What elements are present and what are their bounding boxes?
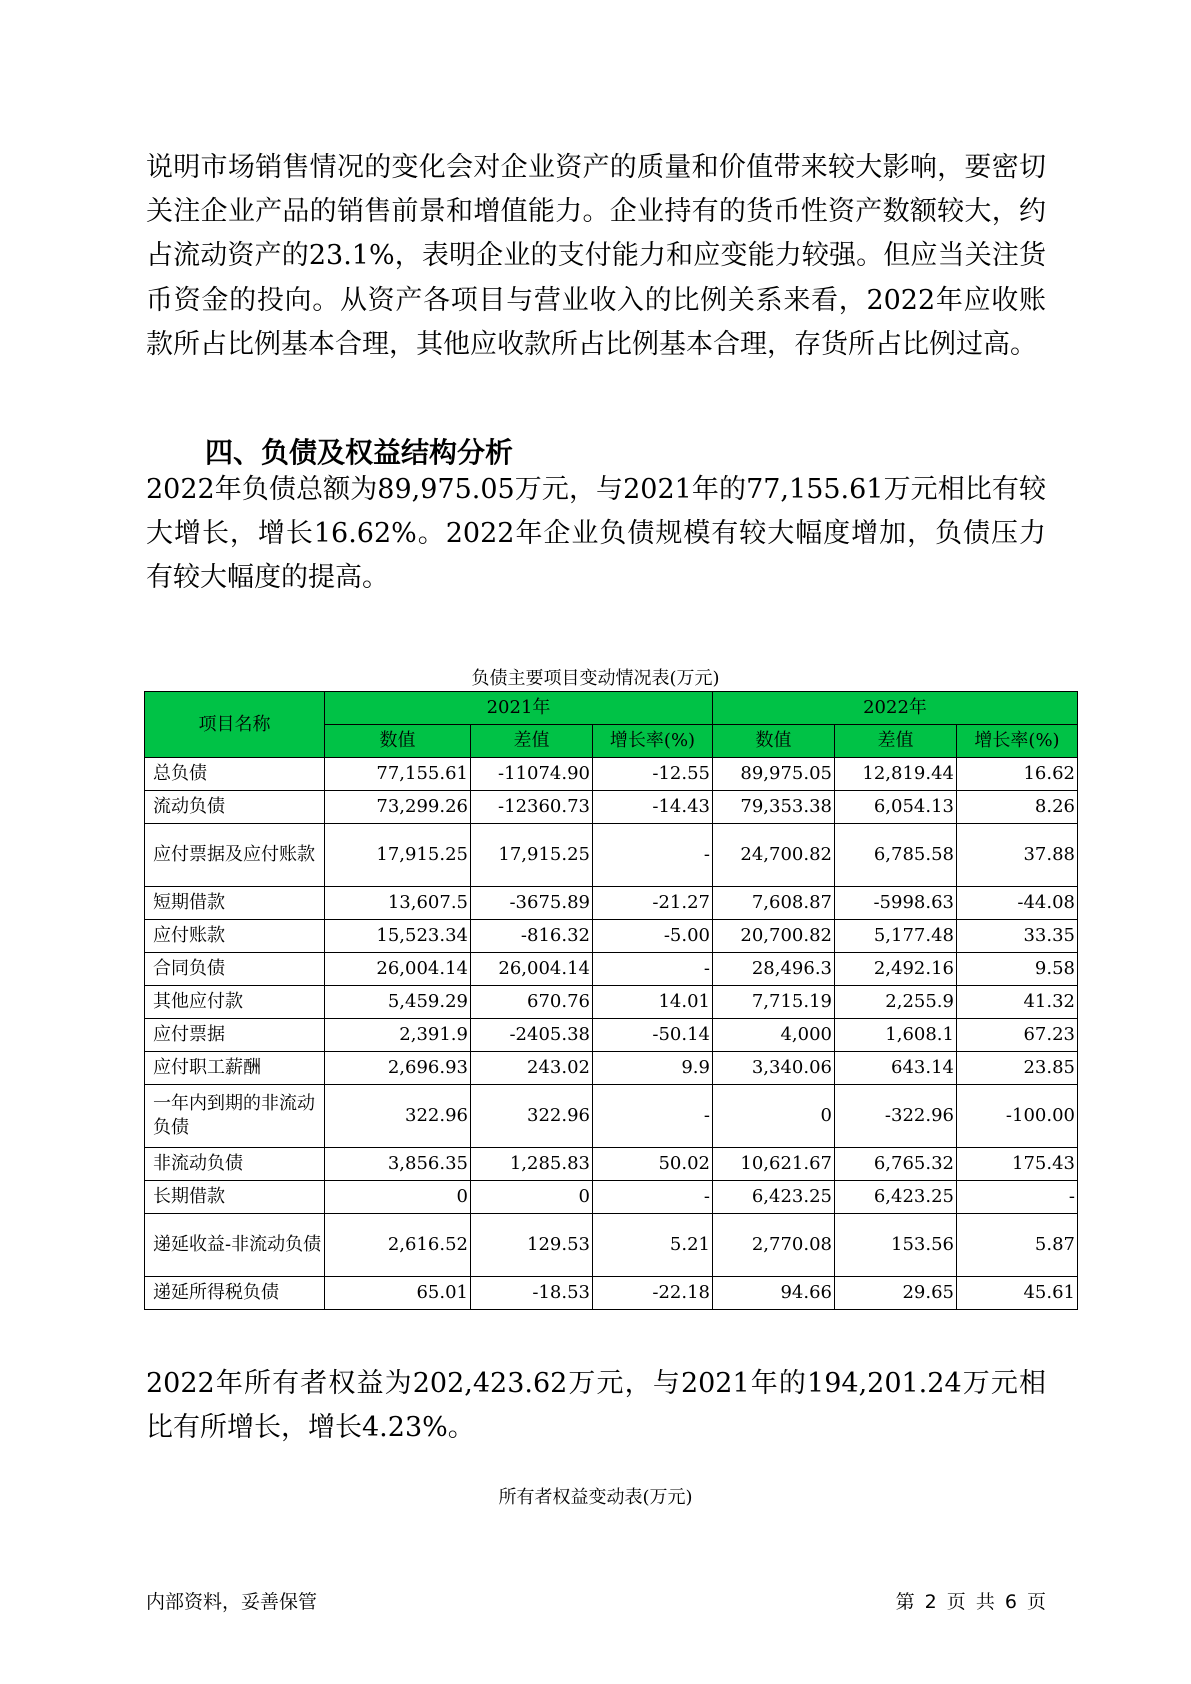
cell-value-2021: 26,004.14 (325, 953, 471, 986)
row-name: 一年内到期的非流动负债 (145, 1085, 325, 1148)
cell-rate-2022: 5.87 (957, 1214, 1078, 1277)
cell-diff-2022: 6,765.32 (835, 1148, 957, 1181)
cell-diff-2021: -816.32 (471, 920, 593, 953)
row-name: 递延收益-非流动负债 (145, 1214, 325, 1277)
cell-value-2021: 2,696.93 (325, 1052, 471, 1085)
header-rate-2021: 增长率(%) (593, 725, 713, 758)
cell-value-2021: 13,607.5 (325, 887, 471, 920)
cell-diff-2022: 12,819.44 (835, 758, 957, 791)
cell-value-2022: 6,423.25 (713, 1181, 835, 1214)
table-row (145, 953, 1078, 986)
table-row (145, 1085, 1078, 1148)
cell-rate-2021: -5.00 (593, 920, 713, 953)
table-row (145, 1277, 1078, 1310)
liability-paragraph: 2022年负债总额为89,975.05万元，与2021年的77,155.61万元相比有较大增长，增长16.62%。2022年企业负债规模有较大幅度增加，负债压力有较大幅度的提高。 (146, 474, 1046, 594)
table-row (145, 1148, 1078, 1181)
table-row (145, 920, 1078, 953)
cell-value-2022: 4,000 (713, 1019, 835, 1052)
cell-value-2022: 0 (713, 1085, 835, 1148)
header-year-2022: 2022年 (713, 692, 1078, 725)
cell-diff-2021: -3675.89 (471, 887, 593, 920)
cell-rate-2021: - (593, 1181, 713, 1214)
header-value-2022: 数值 (713, 725, 835, 758)
cell-value-2022: 7,715.19 (713, 986, 835, 1019)
cell-rate-2021: 50.02 (593, 1148, 713, 1181)
cell-rate-2022: 45.61 (957, 1277, 1078, 1310)
cell-diff-2021: 26,004.14 (471, 953, 593, 986)
cell-value-2022: 28,496.3 (713, 953, 835, 986)
row-name: 应付职工薪酬 (145, 1052, 325, 1085)
table-row (145, 791, 1078, 824)
cell-rate-2022: -44.08 (957, 887, 1078, 920)
table-row (145, 887, 1078, 920)
row-name: 合同负债 (145, 953, 325, 986)
cell-value-2021: 2,391.9 (325, 1019, 471, 1052)
cell-diff-2022: 2,255.9 (835, 986, 957, 1019)
cell-rate-2022: 23.85 (957, 1052, 1078, 1085)
cell-diff-2021: -18.53 (471, 1277, 593, 1310)
cell-diff-2022: 6,785.58 (835, 824, 957, 887)
cell-rate-2021: -14.43 (593, 791, 713, 824)
cell-diff-2021: 1,285.83 (471, 1148, 593, 1181)
cell-diff-2021: -2405.38 (471, 1019, 593, 1052)
table-row (145, 1181, 1078, 1214)
cell-value-2022: 94.66 (713, 1277, 835, 1310)
cell-rate-2022: 16.62 (957, 758, 1078, 791)
cell-rate-2022: 33.35 (957, 920, 1078, 953)
table-caption: 负债主要项目变动情况表(万元) (471, 668, 720, 689)
table-row (145, 758, 1078, 791)
cell-diff-2021: 0 (471, 1181, 593, 1214)
cell-value-2021: 65.01 (325, 1277, 471, 1310)
cell-diff-2021: 670.76 (471, 986, 593, 1019)
cell-value-2021: 73,299.26 (325, 791, 471, 824)
table-row (145, 1052, 1078, 1085)
cell-rate-2022: -100.00 (957, 1085, 1078, 1148)
cell-diff-2022: 6,054.13 (835, 791, 957, 824)
cell-rate-2021: -12.55 (593, 758, 713, 791)
row-name: 总负债 (145, 758, 325, 791)
cell-diff-2022: -322.96 (835, 1085, 957, 1148)
liability-table (144, 691, 1078, 1310)
header-item-name: 项目名称 (145, 692, 325, 758)
cell-rate-2021: -22.18 (593, 1277, 713, 1310)
row-name: 长期借款 (145, 1181, 325, 1214)
cell-diff-2022: 29.65 (835, 1277, 957, 1310)
cell-rate-2022: 37.88 (957, 824, 1078, 887)
header-value-2021: 数值 (325, 725, 471, 758)
cell-diff-2022: -5998.63 (835, 887, 957, 920)
cell-value-2021: 17,915.25 (325, 824, 471, 887)
cell-diff-2021: 17,915.25 (471, 824, 593, 887)
header-diff-2021: 差值 (471, 725, 593, 758)
cell-value-2022: 10,621.67 (713, 1148, 835, 1181)
header-year-2021: 2021年 (325, 692, 713, 725)
row-name: 短期借款 (145, 887, 325, 920)
cell-value-2022: 20,700.82 (713, 920, 835, 953)
cell-value-2022: 2,770.08 (713, 1214, 835, 1277)
row-name: 递延所得税负债 (145, 1277, 325, 1310)
cell-value-2022: 24,700.82 (713, 824, 835, 887)
cell-rate-2022: 8.26 (957, 791, 1078, 824)
cell-diff-2022: 2,492.16 (835, 953, 957, 986)
table-row (145, 1214, 1078, 1277)
cell-rate-2022: 9.58 (957, 953, 1078, 986)
row-name: 应付票据 (145, 1019, 325, 1052)
cell-value-2021: 322.96 (325, 1085, 471, 1148)
cell-diff-2022: 153.56 (835, 1214, 957, 1277)
cell-rate-2021: -21.27 (593, 887, 713, 920)
cell-rate-2021: -50.14 (593, 1019, 713, 1052)
cell-diff-2022: 1,608.1 (835, 1019, 957, 1052)
cell-rate-2021: 9.9 (593, 1052, 713, 1085)
table-row (145, 824, 1078, 887)
footer-page-number: 第 2 页 共 6 页 (895, 1591, 1046, 1613)
cell-diff-2021: 243.02 (471, 1052, 593, 1085)
cell-value-2021: 3,856.35 (325, 1148, 471, 1181)
cell-rate-2021: 14.01 (593, 986, 713, 1019)
cell-value-2022: 3,340.06 (713, 1052, 835, 1085)
section-heading: 四、负债及权益结构分析 (205, 436, 514, 469)
row-name: 流动负债 (145, 791, 325, 824)
row-name: 非流动负债 (145, 1148, 325, 1181)
intro-paragraph: 说明市场销售情况的变化会对企业资产的质量和价值带来较大影响，要密切关注企业产品的销售前景和增值能力。企业持有的货币性资产数额较大，约占流动资产的23.1%，表明企业的支付能力和应变能力较强。但应当关注货币资金的投向。从资产各项目与营业收入的比例关系来看，2022年应收账款所占比例基本合理，其他应收款所占比例基本合理，存货所占比例过高。 (146, 152, 1046, 360)
cell-rate-2021: - (593, 1085, 713, 1148)
cell-rate-2021: 5.21 (593, 1214, 713, 1277)
cell-value-2021: 2,616.52 (325, 1214, 471, 1277)
cell-diff-2021: 129.53 (471, 1214, 593, 1277)
cell-diff-2022: 5,177.48 (835, 920, 957, 953)
cell-value-2021: 0 (325, 1181, 471, 1214)
cell-rate-2021: - (593, 824, 713, 887)
cell-diff-2021: -12360.73 (471, 791, 593, 824)
cell-rate-2021: - (593, 953, 713, 986)
cell-diff-2021: 322.96 (471, 1085, 593, 1148)
header-diff-2022: 差值 (835, 725, 957, 758)
table-row (145, 986, 1078, 1019)
cell-diff-2022: 6,423.25 (835, 1181, 957, 1214)
row-name: 其他应付款 (145, 986, 325, 1019)
row-name: 应付账款 (145, 920, 325, 953)
header-rate-2022: 增长率(%) (957, 725, 1078, 758)
cell-diff-2021: -11074.90 (471, 758, 593, 791)
cell-rate-2022: 175.43 (957, 1148, 1078, 1181)
cell-value-2022: 7,608.87 (713, 887, 835, 920)
cell-value-2021: 77,155.61 (325, 758, 471, 791)
table-row (145, 1019, 1078, 1052)
cell-rate-2022: 67.23 (957, 1019, 1078, 1052)
cell-value-2022: 79,353.38 (713, 791, 835, 824)
cell-value-2021: 5,459.29 (325, 986, 471, 1019)
cell-value-2022: 89,975.05 (713, 758, 835, 791)
footer-confidential-note: 内部资料，妥善保管 (146, 1591, 318, 1613)
cell-rate-2022: 41.32 (957, 986, 1078, 1019)
cell-rate-2022: - (957, 1181, 1078, 1214)
equity-table-caption: 所有者权益变动表(万元) (498, 1487, 693, 1508)
cell-value-2021: 15,523.34 (325, 920, 471, 953)
cell-diff-2022: 643.14 (835, 1052, 957, 1085)
row-name: 应付票据及应付账款 (145, 824, 325, 887)
equity-paragraph: 2022年所有者权益为202,423.62万元，与2021年的194,201.24万元相比有所增长，增长4.23%。 (146, 1368, 1046, 1444)
